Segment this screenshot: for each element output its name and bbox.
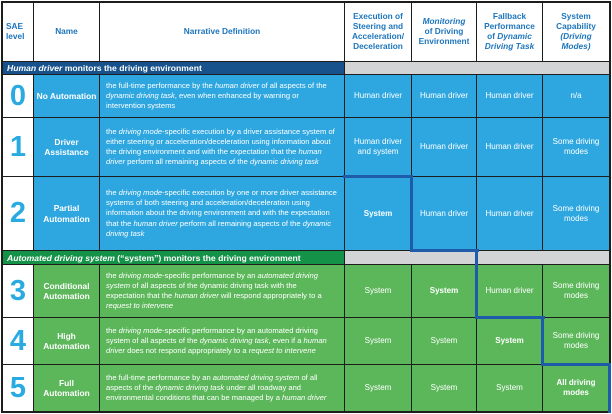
header-fallback: Fallback Performance of Dynamic Driving Task [477, 3, 542, 61]
level-5-execution-cell: System [345, 365, 411, 411]
level-5-monitoring-cell: System [412, 365, 476, 411]
level-3-monitoring-cell: System [412, 265, 476, 317]
level-2-capability-cell: Some driving modes [543, 177, 609, 250]
header-narrative-definition: Narrative Definition [100, 3, 344, 61]
level-5-fallback-cell: System [477, 365, 542, 411]
staircase-boundary-segment [475, 249, 478, 319]
level-3-capability-cell: Some driving modes [543, 265, 609, 317]
staircase-boundary-segment [410, 175, 413, 252]
staircase-boundary-segment [608, 363, 611, 413]
level-0-fallback-cell: Human driver [477, 75, 542, 117]
level-1-fallback-cell: Human driver [477, 118, 542, 176]
level-5-capability-cell: All driving modes [543, 365, 609, 411]
band-1-gray-spacer [345, 62, 609, 74]
level-1-name: Driver Assistance [34, 118, 99, 176]
header-system-capability: System Capability (Driving Modes) [543, 3, 609, 61]
level-3-name: Conditional Automation [34, 265, 99, 317]
level-2-execution-cell: System [345, 177, 411, 250]
level-1-definition: the driving mode-specific execution by a driver assistance system of either steering or acceleration/deceleration using information about the driving environment and with the expectation that the human driver perform all remaining aspects of the dynamic driving task [100, 118, 344, 176]
level-0-definition: the full-time performance by the human driver of all aspects of the dynamic driving task, even when enhanced by warning or intervention systems [100, 75, 344, 117]
level-1-execution-cell: Human driver and system [345, 118, 411, 176]
staircase-boundary-segment [541, 363, 611, 366]
level-0-number: 0 [3, 75, 33, 117]
staircase-boundary-segment [541, 316, 544, 366]
level-0-capability-cell: n/a [543, 75, 609, 117]
header-name: Name [34, 3, 99, 61]
level-0-execution-cell: Human driver [345, 75, 411, 117]
level-4-capability-cell: Some driving modes [543, 318, 609, 364]
level-2-number: 2 [3, 177, 33, 250]
level-5-number: 5 [3, 365, 33, 411]
band-automated-system-monitors: Automated driving system (“system”) monitors the driving environment [3, 251, 344, 264]
level-3-fallback-cell: Human driver [477, 265, 542, 317]
staircase-boundary-segment [475, 316, 545, 319]
level-2-monitoring-cell: Human driver [412, 177, 476, 250]
level-4-fallback-cell: System [477, 318, 542, 364]
level-4-execution-cell: System [345, 318, 411, 364]
level-0-name: No Automation [34, 75, 99, 117]
level-1-monitoring-cell: Human driver [412, 118, 476, 176]
level-4-name: High Automation [34, 318, 99, 364]
level-3-number: 3 [3, 265, 33, 317]
level-3-definition: the driving mode-specific performance by an automated driving system of all aspects of the dynamic driving task with the expectation that the human driver will respond appropriately to a request to intervene [100, 265, 344, 317]
level-4-definition: the driving mode-specific performance by an automated driving system of all aspects of the dynamic driving task, even if a human driver does not respond appropriately to a request to intervene [100, 318, 344, 364]
level-5-name: Full Automation [34, 365, 99, 411]
level-3-execution-cell: System [345, 265, 411, 317]
level-5-definition: the full-time performance by an automated driving system of all aspects of the dynamic driving task under all roadway and environmental conditions that can be managed by a human driver [100, 365, 344, 411]
level-4-monitoring-cell: System [412, 318, 476, 364]
header-monitoring: Monitoring of Driving Environment [412, 3, 476, 61]
level-2-fallback-cell: Human driver [477, 177, 542, 250]
staircase-boundary-segment [343, 175, 413, 178]
header-execution: Execution of Steering and Acceleration/ Deceleration [345, 3, 411, 61]
level-0-monitoring-cell: Human driver [412, 75, 476, 117]
level-2-definition: the driving mode-specific execution by one or more driver assistance systems of both steering and acceleration/deceleration using information about the driving environment and with the expectation that the human driver perform all remaining aspects of the dynamic driving task [100, 177, 344, 250]
level-1-number: 1 [3, 118, 33, 176]
staircase-boundary-segment [410, 249, 479, 252]
level-1-capability-cell: Some driving modes [543, 118, 609, 176]
level-2-name: Partial Automation [34, 177, 99, 250]
header-sae-level: SAE level [3, 3, 33, 61]
sae-levels-table [1, 1, 611, 413]
level-4-number: 4 [3, 318, 33, 364]
band-human-driver-monitors: Human driver monitors the driving environment [3, 62, 344, 74]
